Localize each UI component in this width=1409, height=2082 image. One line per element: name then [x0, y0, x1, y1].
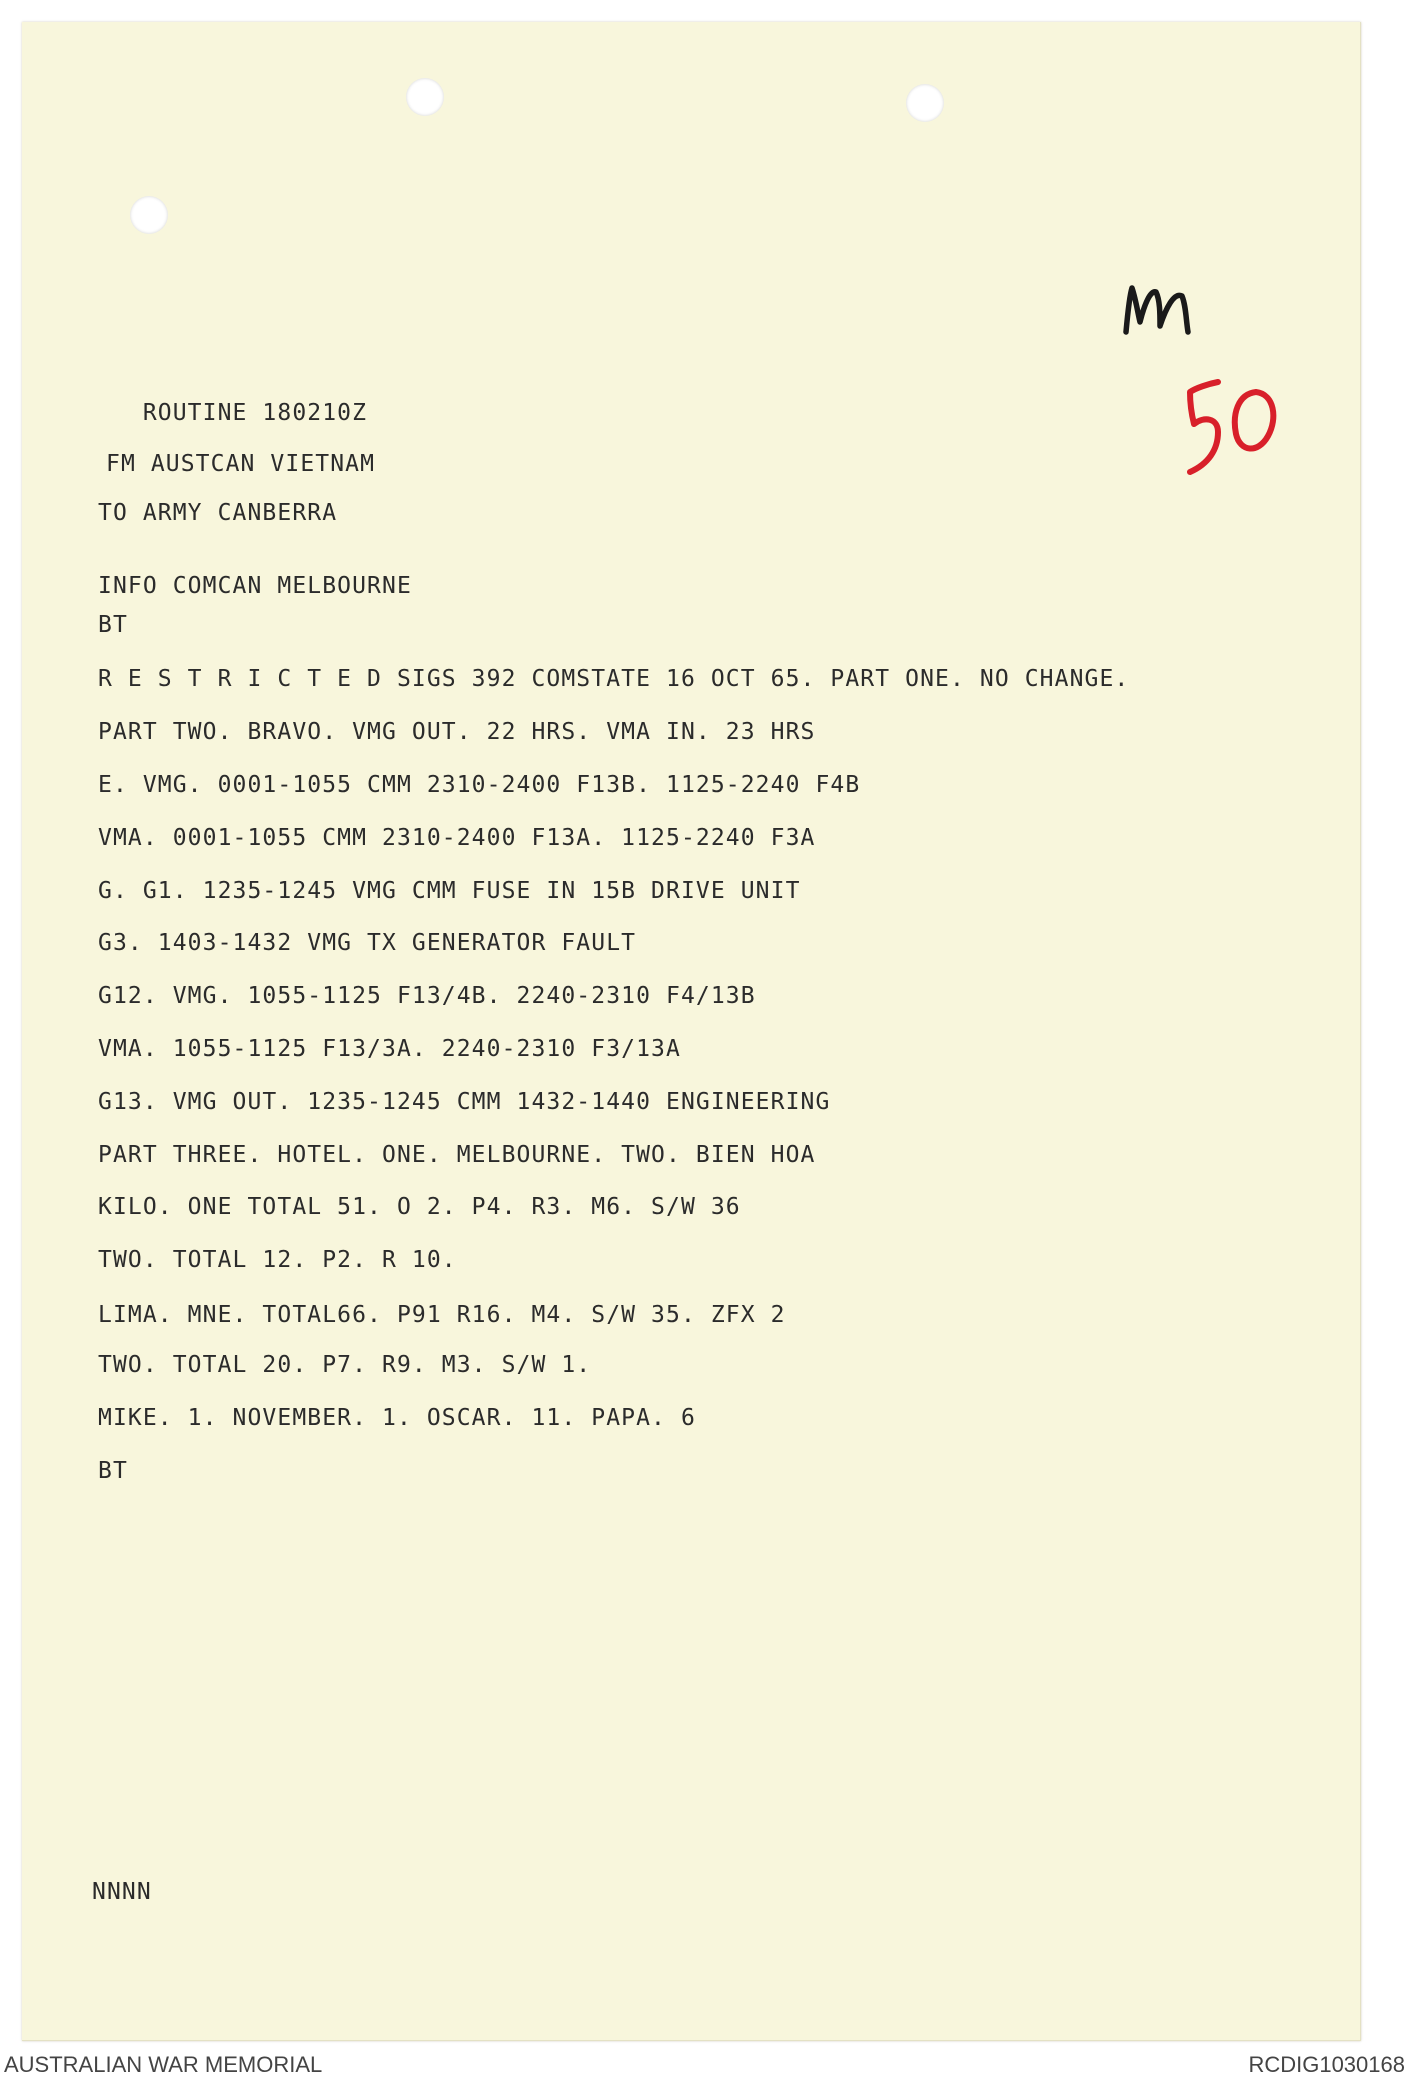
punch-hole-left: [130, 196, 168, 234]
message-line: G3. 1403-1432 VMG TX GENERATOR FAULT: [98, 930, 637, 956]
message-line: KILO. ONE TOTAL 51. O 2. P4. R3. M6. S/W 36: [98, 1194, 741, 1220]
message-line: G. G1. 1235-1245 VMG CMM FUSE IN 15B DRIVE UNIT: [98, 878, 801, 904]
message-line: VMA. 1055-1125 F13/3A. 2240-2310 F3/13A: [98, 1036, 681, 1062]
message-line: INFO COMCAN MELBOURNE: [98, 573, 412, 599]
message-line: ROUTINE 180210Z: [98, 400, 368, 426]
message-line: R E S T R I C T E D SIGS 392 COMSTATE 16 OCT 65. PART ONE. NO CHANGE.: [98, 666, 1130, 692]
message-line: BT: [98, 1458, 128, 1484]
message-line: G12. VMG. 1055-1125 F13/4B. 2240-2310 F4/13B: [98, 983, 756, 1009]
message-line: PART THREE. HOTEL. ONE. MELBOURNE. TWO. BIEN HOA: [98, 1142, 816, 1168]
message-line: E. VMG. 0001-1055 CMM 2310-2400 F13B. 1125-2240 F4B: [98, 772, 861, 798]
message-line: G13. VMG OUT. 1235-1245 CMM 1432-1440 ENGINEERING: [98, 1089, 831, 1115]
message-line: FM AUSTCAN VIETNAM: [106, 451, 376, 477]
message-line: VMA. 0001-1055 CMM 2310-2400 F13A. 1125-2240 F3A: [98, 825, 816, 851]
footer-archive-name: AUSTRALIAN WAR MEMORIAL: [4, 2052, 323, 2077]
message-line: BT: [98, 612, 128, 638]
message-line: TWO. TOTAL 12. P2. R 10.: [98, 1247, 457, 1273]
footer-record-id: RCDIG1030168: [1248, 2052, 1405, 2077]
handwritten-m-annotation: [1120, 270, 1196, 342]
end-marker: NNNN: [92, 1879, 152, 1905]
message-line: LIMA. MNE. TOTAL66. P91 R16. M4. S/W 35. ZFX 2: [98, 1302, 786, 1328]
message-line: MIKE. 1. NOVEMBER. 1. OSCAR. 11. PAPA. 6: [98, 1405, 696, 1431]
message-line: PART TWO. BRAVO. VMG OUT. 22 HRS. VMA IN. 23 HRS: [98, 719, 816, 745]
handwritten-50-annotation: [1178, 374, 1284, 482]
punch-hole-top-left: [406, 78, 444, 116]
punch-hole-top-right: [906, 84, 944, 122]
telegram-sheet: [22, 22, 1361, 2041]
message-line: TO ARMY CANBERRA: [98, 500, 338, 526]
message-line: TWO. TOTAL 20. P7. R9. M3. S/W 1.: [98, 1352, 592, 1378]
